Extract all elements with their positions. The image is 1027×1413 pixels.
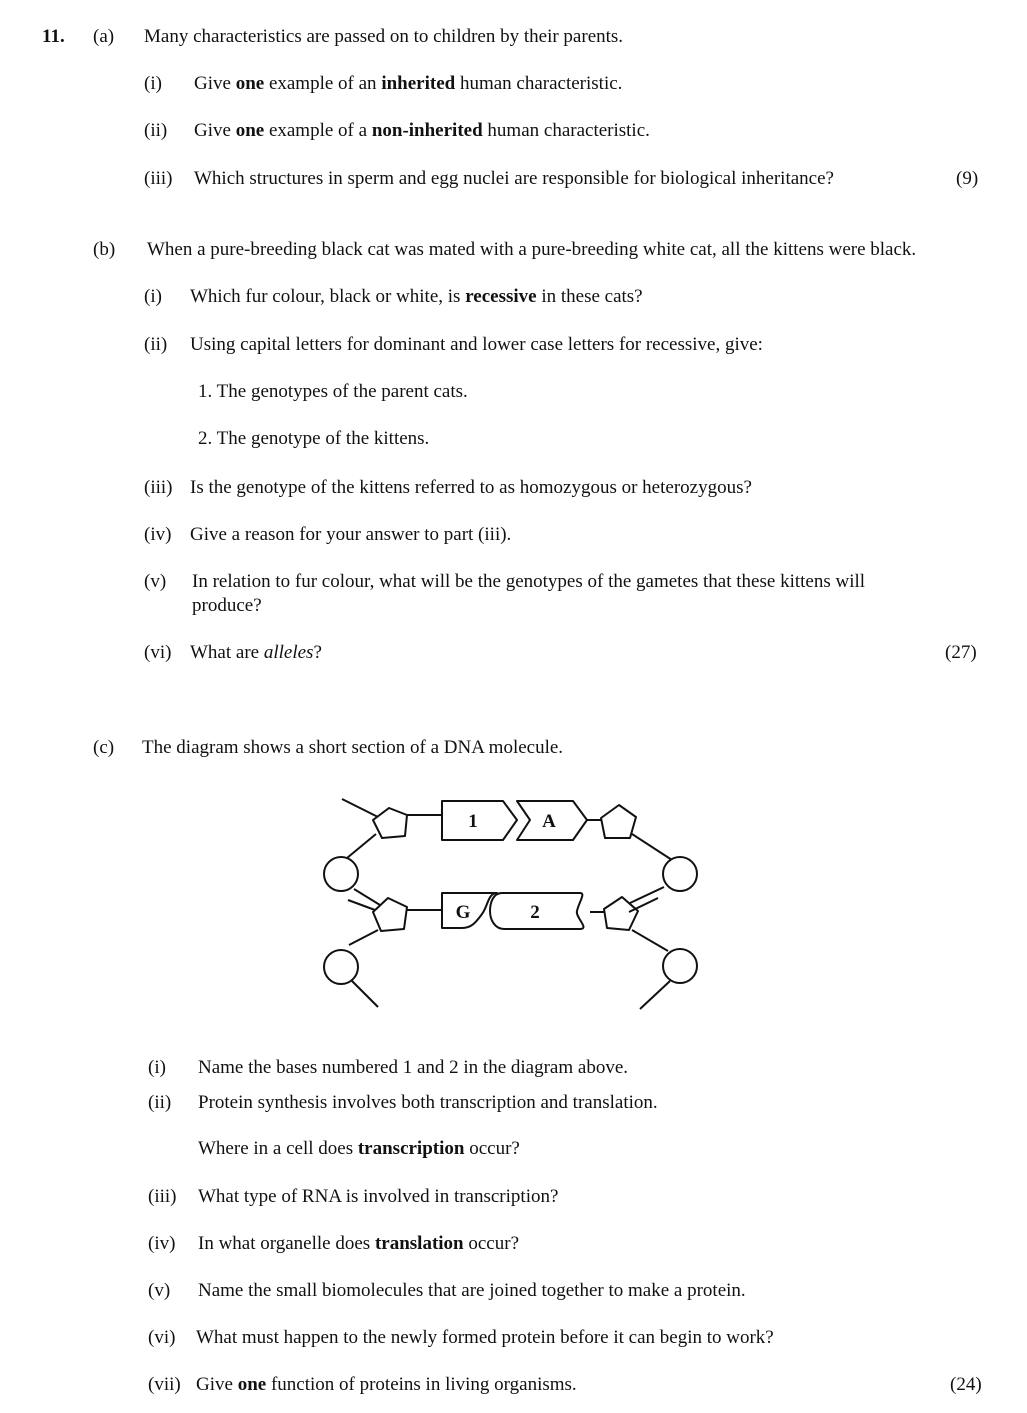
b-vi-text: What are alleles? — [190, 642, 322, 663]
a-ii-number: (ii) — [144, 120, 168, 141]
b-marks: (27) — [945, 642, 977, 663]
c-ii-number: (ii) — [148, 1092, 172, 1113]
base-1-label: 1 — [468, 811, 478, 832]
part-c-label: (c) — [93, 737, 115, 758]
base-1-shape — [442, 801, 517, 840]
strand-bond — [630, 887, 664, 903]
base-2-label: 2 — [530, 902, 540, 923]
phosphate-circle — [324, 857, 358, 891]
b-i-text: Which fur colour, black or white, is recessive in these cats? — [190, 286, 643, 307]
part-a-label: (a) — [93, 26, 115, 47]
part-a-intro: Many characteristics are passed on to children by their parents. — [144, 26, 624, 47]
strand-bond — [629, 898, 658, 912]
sugar-pentagon — [373, 808, 407, 838]
c-v-number: (v) — [148, 1280, 171, 1301]
c-i-text: Name the bases numbered 1 and 2 in the diagram above. — [198, 1057, 628, 1078]
sugar-pentagon — [601, 805, 636, 838]
b-iv-number: (iv) — [144, 524, 172, 545]
a-marks: (9) — [956, 168, 979, 189]
b-ii-item-1: 1. The genotypes of the parent cats. — [198, 381, 468, 402]
b-ii-number: (ii) — [144, 334, 168, 355]
base-a-label: A — [542, 811, 556, 832]
c-v-text: Name the small biomolecules that are joined together to make a protein. — [198, 1280, 746, 1301]
b-v-text-line1: In relation to fur colour, what will be the genotypes of the gametes that these kittens will — [192, 571, 866, 592]
a-i-text: Give one example of an inherited human characteristic. — [194, 73, 623, 94]
strand-bond — [354, 889, 380, 905]
a-iii-text: Which structures in sperm and egg nuclei are responsible for biological inheritance? — [194, 168, 834, 189]
question-number: 11. — [42, 26, 65, 47]
strand-bond — [349, 930, 378, 945]
strand-bond — [632, 834, 672, 860]
c-vi-text: What must happen to the newly formed protein before it can begin to work? — [196, 1327, 774, 1348]
phosphate-circle — [663, 857, 697, 891]
a-i-number: (i) — [144, 73, 162, 94]
b-iv-text: Give a reason for your answer to part (iii). — [190, 524, 512, 545]
c-i-number: (i) — [148, 1057, 166, 1078]
strand-bond — [347, 834, 376, 858]
b-v-text-line2: produce? — [192, 595, 262, 616]
c-iii-text: What type of RNA is involved in transcription? — [198, 1186, 559, 1207]
c-iv-text: In what organelle does translation occur? — [198, 1233, 520, 1254]
b-vi-number: (vi) — [144, 642, 172, 663]
b-ii-item-2: 2. The genotype of the kittens. — [198, 428, 430, 449]
strand-bond — [632, 930, 668, 951]
c-vii-number: (vii) — [148, 1374, 181, 1395]
strand-bond — [348, 900, 375, 910]
b-iii-text: Is the genotype of the kittens referred to as homozygous or heterozygous? — [190, 477, 752, 498]
b-ii-text: Using capital letters for dominant and lower case letters for recessive, give: — [190, 334, 763, 355]
c-iii-number: (iii) — [148, 1186, 177, 1207]
part-b-label: (b) — [93, 239, 116, 260]
c-marks: (24) — [950, 1374, 982, 1395]
c-vi-number: (vi) — [148, 1327, 176, 1348]
phosphate-circle — [663, 949, 697, 983]
part-b-intro: When a pure-breeding black cat was mated with a pure-breeding white cat, all the kittens were black. — [147, 239, 917, 260]
c-ii-subquestion: Where in a cell does transcription occur? — [198, 1138, 520, 1159]
top-strand-end — [342, 799, 380, 818]
base-g-label: G — [455, 902, 471, 923]
b-v-number: (v) — [144, 571, 167, 592]
c-vii-text: Give one function of proteins in living organisms. — [196, 1374, 577, 1395]
a-iii-number: (iii) — [144, 168, 173, 189]
c-ii-text: Protein synthesis involves both transcription and translation. — [198, 1092, 658, 1113]
b-iii-number: (iii) — [144, 477, 173, 498]
c-iv-number: (iv) — [148, 1233, 176, 1254]
b-i-number: (i) — [144, 286, 162, 307]
bottom-strand-end — [640, 981, 670, 1009]
a-ii-text: Give one example of a non-inherited human characteristic. — [194, 120, 650, 141]
bottom-strand-end — [352, 981, 378, 1007]
phosphate-circle — [324, 950, 358, 984]
part-c-intro: The diagram shows a short section of a DNA molecule. — [142, 737, 564, 758]
